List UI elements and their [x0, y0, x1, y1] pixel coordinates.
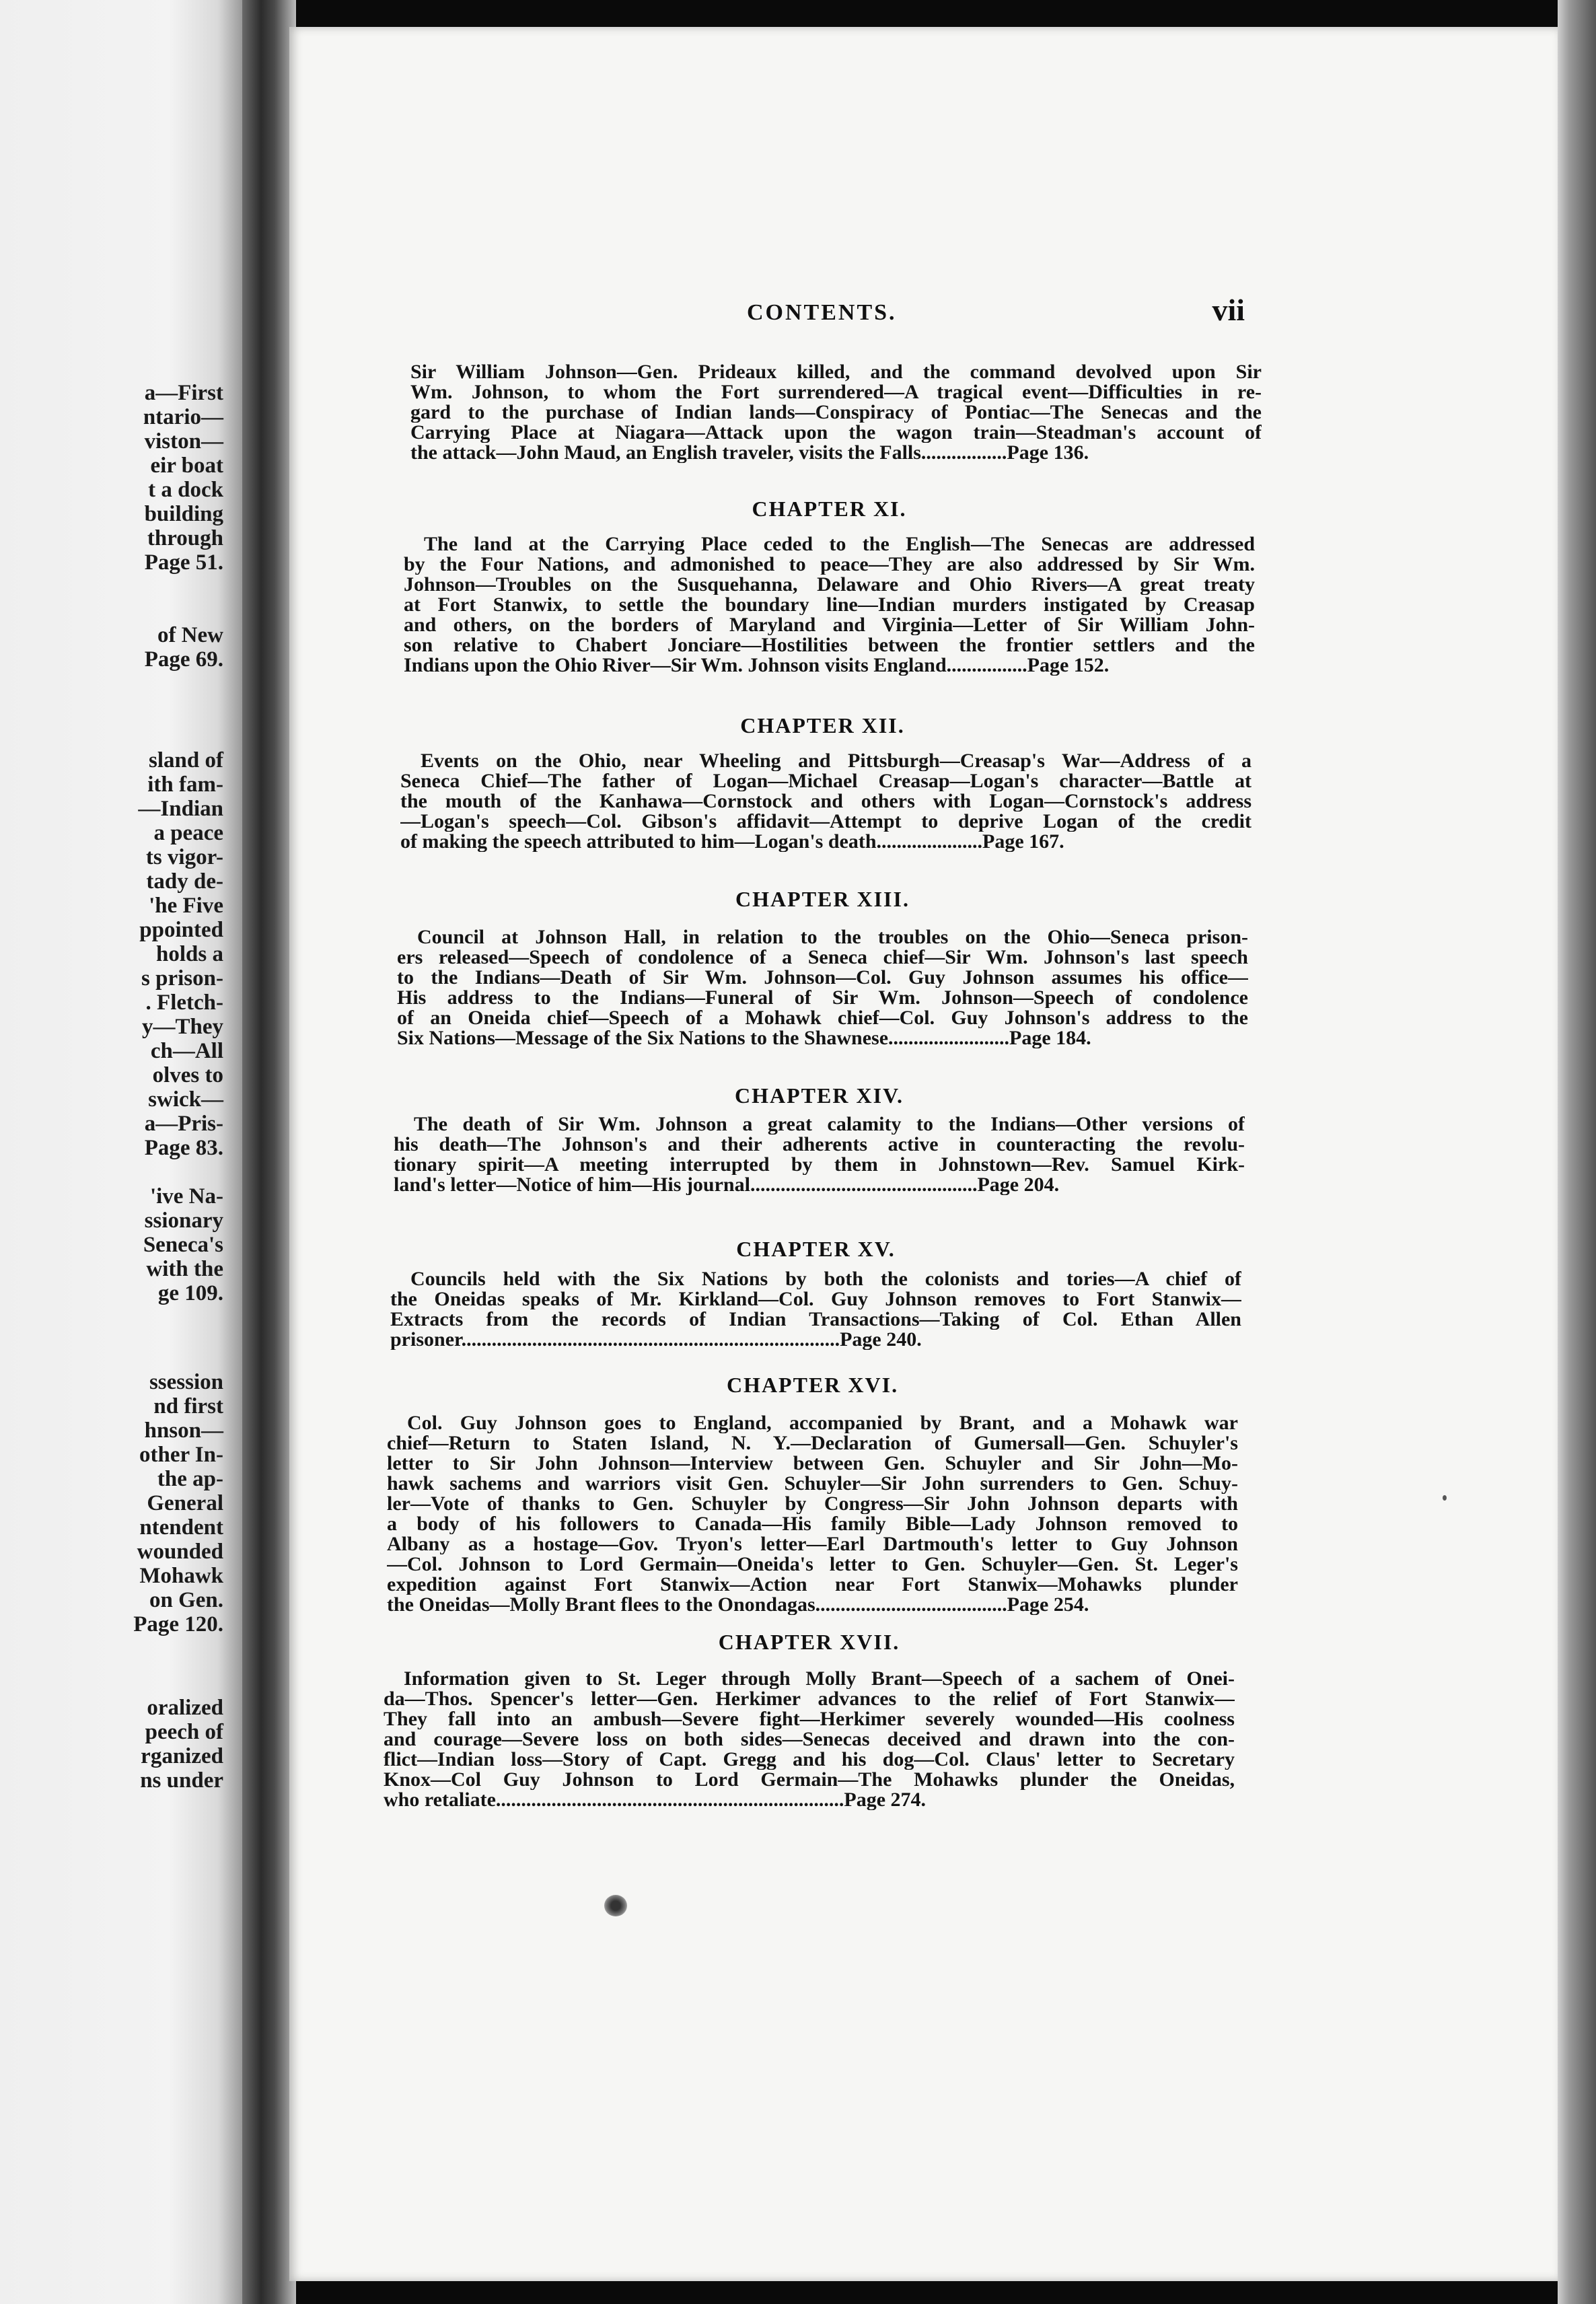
entry-line: land's letter—Notice of him—His journal.............................................Page 204. — [394, 1175, 1060, 1195]
left-page-fragment: of New Page 69. — [144, 623, 223, 672]
entry-line: ers released—Speech of condolence of a Seneca chief—Sir Wm. Johnson's last speech — [397, 947, 1248, 968]
page-number: vii — [1212, 293, 1245, 327]
left-page-fragment: a—First ntario— viston— eir boat t a dock building through Page 51. — [143, 381, 223, 575]
entry-line: letter to Sir John Johnson—Interview between Gen. Schuyler and Sir John—Mo- — [387, 1453, 1238, 1474]
chapter-heading: CHAPTER XII. — [740, 713, 905, 737]
entry-line: at Fort Stanwix, to settle the boundary line—Indian murders instigated by Creasap — [404, 595, 1255, 615]
entry-line: chief—Return to Staten Island, N. Y.—Declaration of Gumersall—Gen. Schuyler's — [387, 1433, 1238, 1453]
entry-line: and others, on the borders of Maryland and Virginia—Letter of Sir William John- — [404, 615, 1255, 635]
entry-line: Seneca Chief—The father of Logan—Michael Creasap—Logan's character—Battle at — [400, 771, 1252, 791]
contents-entry — [394, 1114, 1245, 1195]
entry-line: the mouth of the Kanhawa—Cornstock and others with Logan—Cornstock's address — [400, 791, 1252, 812]
contents-entry — [390, 1269, 1241, 1350]
entry-line: They fall into an ambush—Severe fight—Herkimer severely wounded—His coolness — [384, 1709, 1235, 1729]
entry-line: da—Thos. Spencer's letter—Gen. Herkimer advances to the relief of Fort Stanwix— — [384, 1689, 1235, 1709]
entry-line: the Oneidas speaks of Mr. Kirkland—Col. Guy Johnson removes to Fort Stanwix— — [390, 1289, 1241, 1309]
contents-entry — [410, 362, 1262, 463]
entry-line: Wm. Johnson, to whom the Fort surrendered—A tragical event—Difficulties in re- — [410, 382, 1262, 402]
ink-speck — [1443, 1495, 1447, 1501]
entry-line: the Oneidas—Molly Brant flees to the Onondagas......................................Page 254. — [387, 1595, 1089, 1615]
entry-line: the attack—John Maud, an English traveler, visits the Falls.................Page 136. — [410, 443, 1089, 463]
entry-line: to the Indians—Death of Sir Wm. Johnson—Col. Guy Johnson assumes his office— — [397, 968, 1248, 988]
entry-line: hawk sachems and warriors visit Gen. Schuyler—Sir John surrenders to Gen. Schuy- — [387, 1474, 1238, 1494]
entry-line: —Logan's speech—Col. Gibson's affidavit—Attempt to deprive Logan of the credit — [400, 812, 1252, 832]
entry-line: flict—Indian loss—Story of Capt. Gregg and his dog—Col. Claus' letter to Secretary — [384, 1750, 1235, 1770]
chapter-heading: CHAPTER XVII. — [718, 1630, 900, 1654]
chapter-heading: CHAPTER XI. — [752, 497, 907, 521]
entry-line: Information given to St. Leger through Molly Brant—Speech of a sachem of Onei- — [404, 1669, 1235, 1689]
previous-page-edge — [0, 0, 242, 2304]
entry-line: gard to the purchase of Indian lands—Conspiracy of Pontiac—The Senecas and the — [410, 402, 1262, 423]
entry-line: Extracts from the records of Indian Transactions—Taking of Col. Ethan Allen — [390, 1309, 1241, 1330]
entry-line: of making the speech attributed to him—Logan's death.....................Page 167. — [400, 832, 1064, 852]
entry-line: His address to the Indians—Funeral of Sir Wm. Johnson—Speech of condolence — [397, 988, 1248, 1008]
contents-entry — [397, 927, 1248, 1048]
entry-line: by the Four Nations, and admonished to peace—They are also addressed by Sir Wm. — [404, 554, 1255, 575]
chapter-heading: CHAPTER XIV. — [735, 1083, 904, 1108]
entry-line: tionary spirit—A meeting interrupted by them in Johnstown—Rev. Samuel Kirk- — [394, 1155, 1245, 1175]
entry-line: Events on the Ohio, near Wheeling and Pittsburgh—Creasap's War—Address of a — [421, 751, 1252, 771]
running-head — [404, 293, 1245, 336]
chapter-heading: CHAPTER XIII. — [735, 887, 910, 911]
entry-line: Albany as a hostage—Gov. Tryon's letter—Earl Dartmouth's letter to Guy Johnson — [387, 1534, 1238, 1554]
entry-line: Six Nations—Message of the Six Nations to the Shawnese........................Page 184. — [397, 1028, 1091, 1048]
entry-line: Indians upon the Ohio River—Sir Wm. Johnson visits England................Page 152. — [404, 655, 1110, 676]
entry-line: Councils held with the Six Nations by both the colonists and tories—A chief of — [410, 1269, 1241, 1289]
contents-entry — [400, 751, 1252, 852]
book-gutter — [242, 0, 296, 2304]
entry-line: Carrying Place at Niagara—Attack upon the wagon train—Steadman's account of — [410, 423, 1262, 443]
entry-line: —Col. Johnson to Lord Germain—Oneida's letter to Gen. Schuyler—Gen. St. Leger's — [387, 1554, 1238, 1575]
entry-line: Council at Johnson Hall, in relation to the troubles on the Ohio—Seneca prison- — [417, 927, 1248, 947]
entry-line: The land at the Carrying Place ceded to the English—The Senecas are addressed — [424, 534, 1255, 554]
entry-line: Knox—Col Guy Johnson to Lord Germain—The Mohawks plunder the Oneidas, — [384, 1770, 1235, 1790]
entry-line: The death of Sir Wm. Johnson a great calamity to the Indians—Other versions of — [414, 1114, 1245, 1135]
printer-ornament-icon — [604, 1895, 627, 1916]
entry-line: who retaliate.....................................................................Page 274. — [384, 1790, 927, 1810]
entry-line: ler—Vote of thanks to Gen. Schuyler by Congress—Sir John Johnson departs with — [387, 1494, 1238, 1514]
entry-line: son relative to Chabert Jonciare—Hostilities between the frontier settlers and the — [404, 635, 1255, 655]
chapter-heading: CHAPTER XVI. — [726, 1373, 899, 1397]
running-title: CONTENTS. — [747, 300, 897, 325]
contents-entry — [384, 1669, 1235, 1810]
entry-line: and courage—Severe loss on both sides—Senecas deceived and drawn into the con- — [384, 1729, 1235, 1750]
entry-line: expedition against Fort Stanwix—Action near Fort Stanwix—Mohawks plunder — [387, 1575, 1238, 1595]
left-page-fragment: 'ive Na- ssionary Seneca's with the ge 109. — [143, 1184, 223, 1305]
contents-entry — [404, 534, 1255, 676]
entry-line: Johnson—Troubles on the Susquehanna, Delaware and Ohio Rivers—A great treaty — [404, 575, 1255, 595]
entry-line: a body of his followers to Canada—His family Bible—Lady Johnson removed to — [387, 1514, 1238, 1534]
left-page-fragment: oralized peech of rganized ns under — [140, 1696, 223, 1793]
contents-entry — [387, 1413, 1238, 1615]
entry-line: Sir William Johnson—Gen. Prideaux killed, and the command devolved upon Sir — [410, 362, 1262, 382]
entry-line: Col. Guy Johnson goes to England, accompanied by Brant, and a Mohawk war — [407, 1413, 1238, 1433]
entry-line: prisoner...........................................................................Page 240. — [390, 1330, 922, 1350]
left-page-fragment: sland of ith fam- —Indian a peace ts vigor- tady de- 'he Five ppointed holds a s prison- . Fletch- y—They ch—All olves to swick— a—Pris- Page 83. — [138, 748, 223, 1160]
chapter-heading: CHAPTER XV. — [736, 1237, 896, 1261]
entry-line: of an Oneida chief—Speech of a Mohawk chief—Col. Guy Johnson's address to the — [397, 1008, 1248, 1028]
entry-line: his death—The Johnson's and their adherents active in counteracting the revolu- — [394, 1135, 1245, 1155]
left-page-fragment: ssession nd first hnson— other In- the ap- General ntendent wounded Mohawk on Gen. Page 120. — [133, 1370, 223, 1636]
page-right-edge — [1558, 0, 1596, 2304]
